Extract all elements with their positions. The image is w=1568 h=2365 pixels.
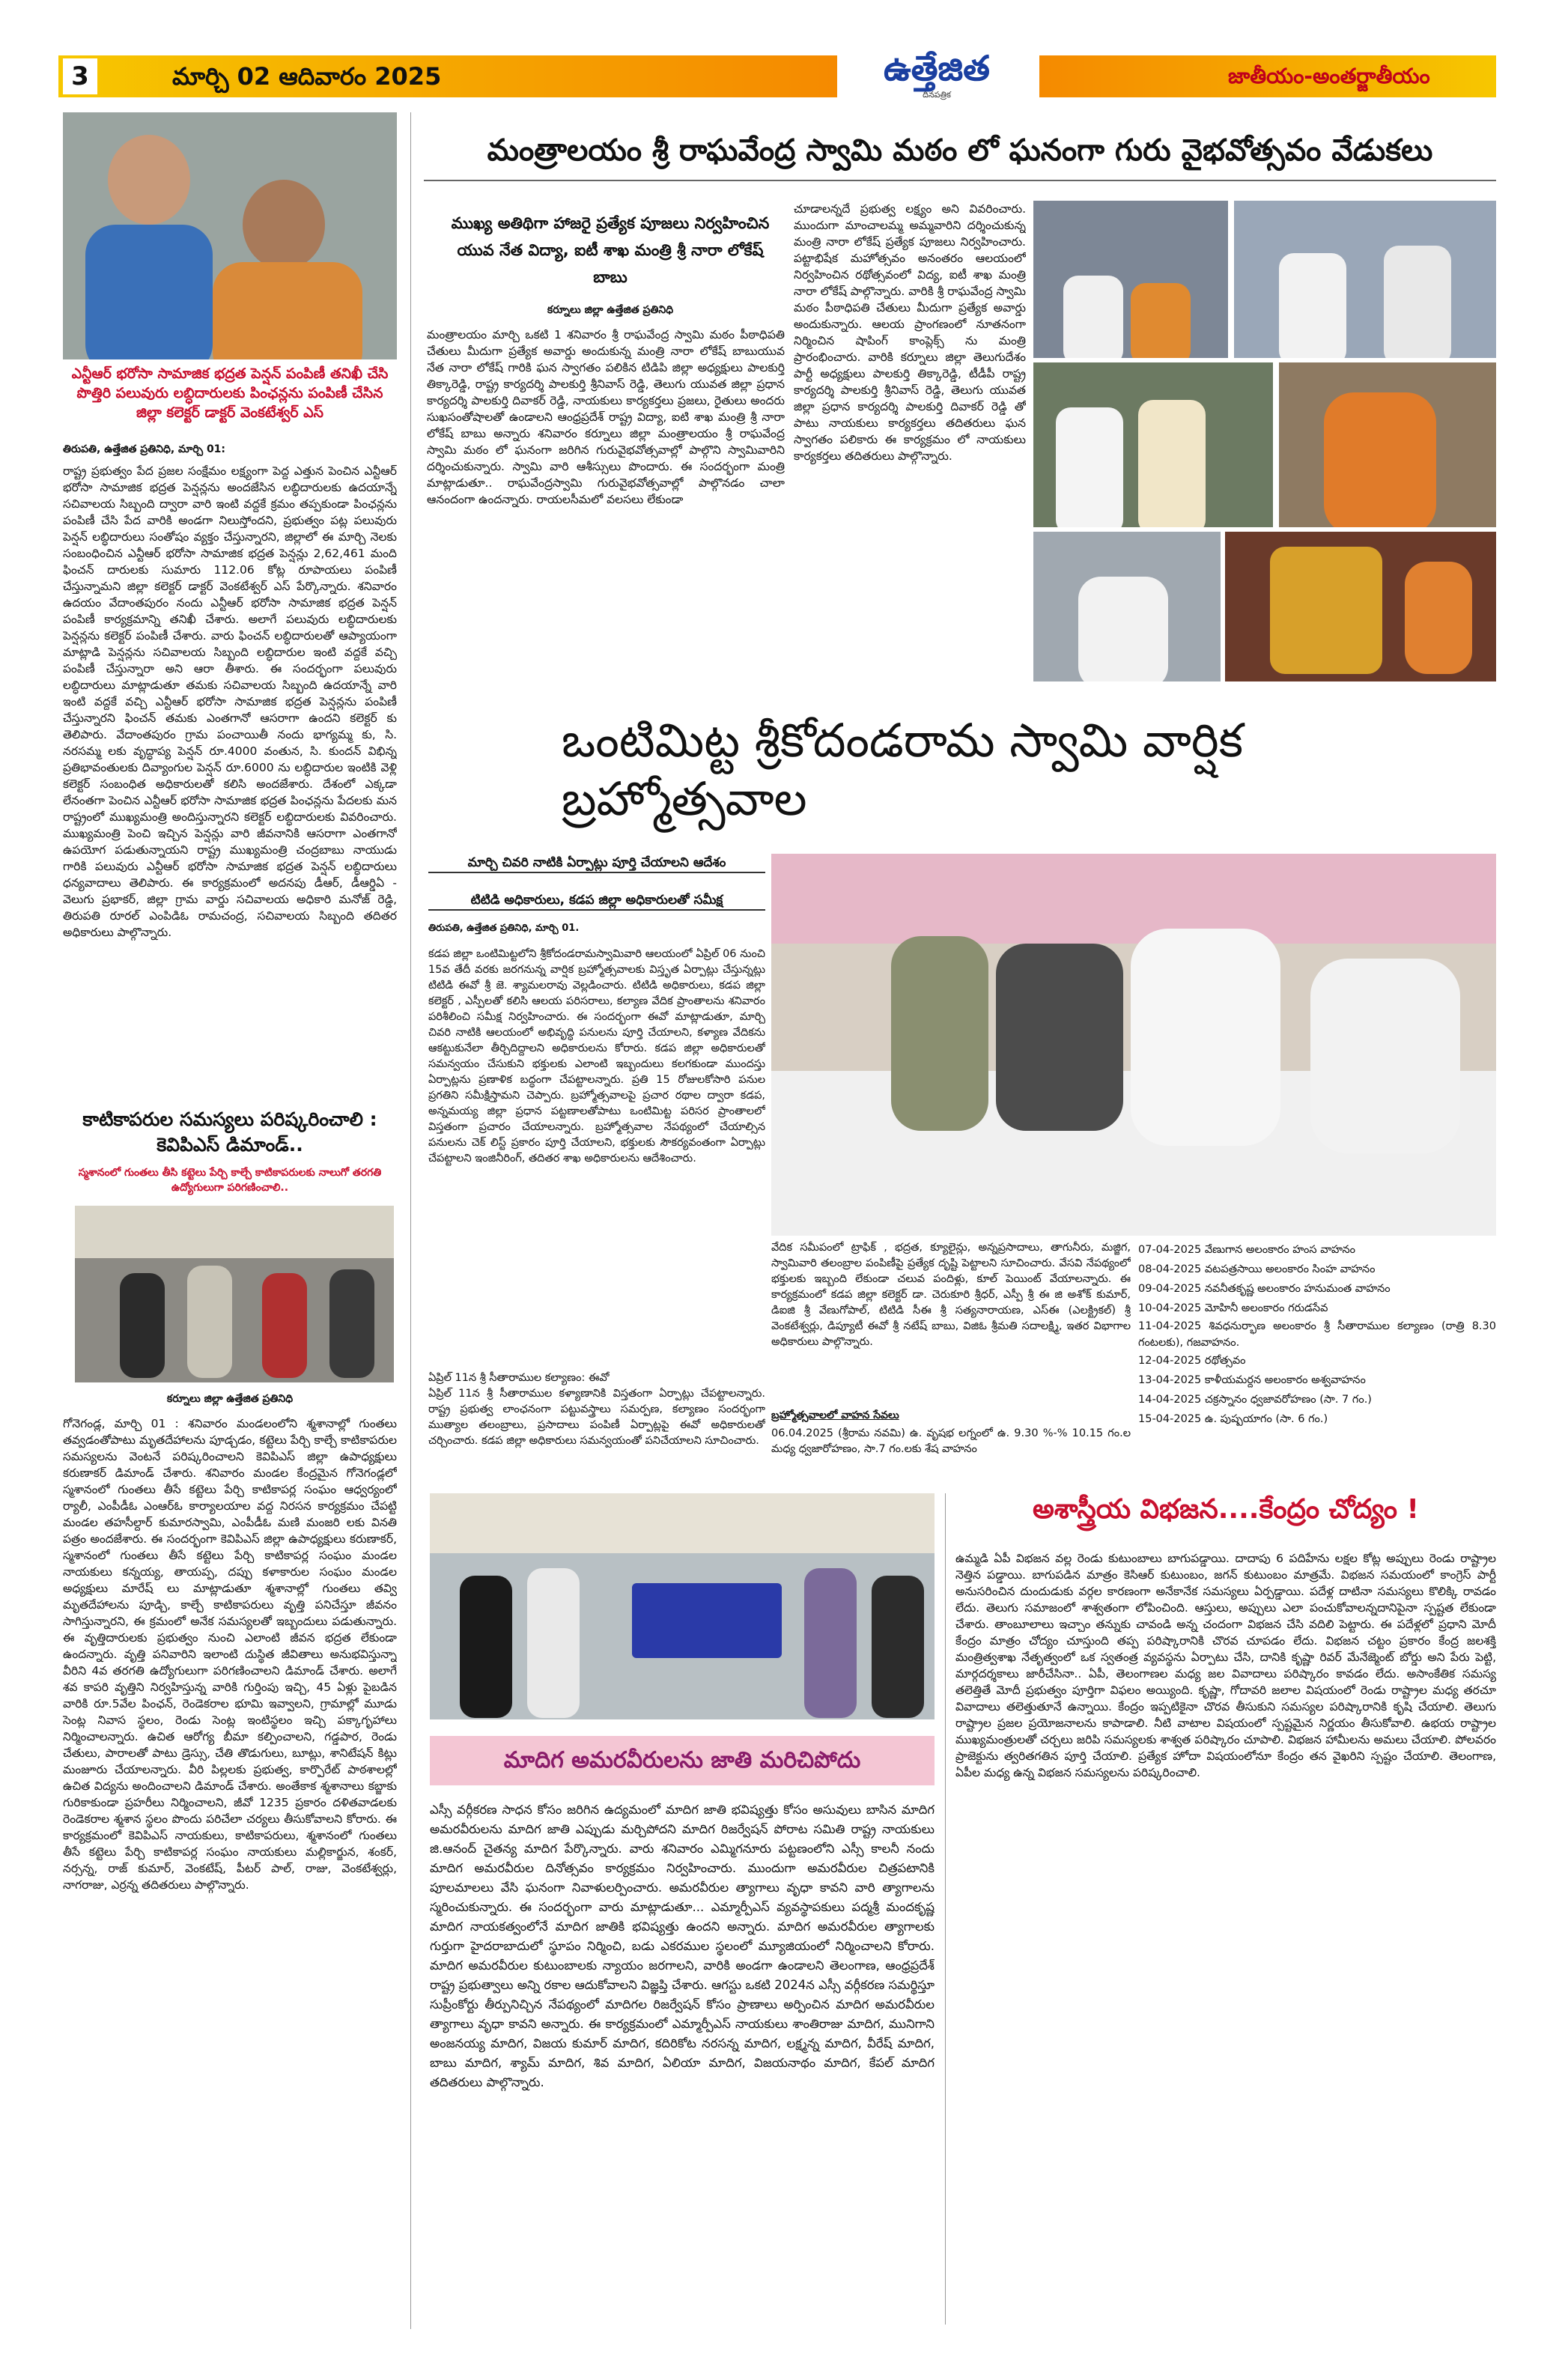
- kati-body: గోనెగండ్ల, మార్చి 01 : శనివారం మండలంలోని శ్మశానాల్లో గుంతలు తవ్వడంతోపాటు మృతదేహాలను పూడ్చడం, కట్టెలు పేర్చి కాల్చే కాటికాపరుల సమస్యలను వెంటనే పరిష్కరించాలని కెవిపిఎస్ జిల్లా ఉపాధ్యక్షులు కరుణాకర్ డిమాండ్ చేశారు. శనివారం మండల కేంద్రమైన గోనెగండ్లలో స్మశానంలో గుంతలు తీసే కట్టెలు పేర్చి కాటికాపర్ల సంఘం ఆధ్వర్యంలో ర్యాలీ, ఎంపీడీఓ ఎంఆర్ఓ కార్యాలయాల వద్ద నిరసన కార్యక్రమం చేపట్టి మండల తహసీల్దార్ కుమారస్వామి, ఎంపీడీఓ మణి మంజరి లకు వినతి పత్రం అందజేశారు. ఈ సందర్భంగా కెవిపిఎస్ జిల్లా ఉపాధ్యక్షులు కరుణాకర్, స్మశానంలో గుంతలు తీసే కట్టెలు పేర్చి కాటికాపర్ల సంఘం మండల నాయకులు కన్నయ్య, తాయప్ప, దప్పు కళాకారుల సంఘం మండల అధ్యక్షులు మారేష్ లు మాట్లాడుతూ శ్మశానాల్లో గుంతలు తవ్వి మృతదేహాలను పూడ్చి, కాల్చే కాటికాపరులు వృత్తి పనిచేస్తూ జీవనం సాగిస్తున్నారని, ఈ క్రమంలో అనేక సమస్యలతో ఇబ్బందులు పడుతున్నారు. ఈ వృత్తిదారులకు ప్రభుత్వం నుంచి ఎలాంటి జీవన భద్రత లేకుండా ఉందన్నారు. వృత్తి పనివారిని ఇలాంటి దుస్థిత జీవితాలు అనుభవిస్తున్నా వీరిని 4వ తరగతి ఉద్యోగులుగా పరిగణించాలని డిమాండ్ చేశారు. అలాగే శవ కాపరి వృత్తిని నిర్వహిస్తున్న వారికి గుర్తింపు ఇచ్చి, 45 ఏళ్లు పైబడిన వారికి రూ.5వేల పింఛన్, రెండెకరాల భూమి ఇవ్వాలని, గ్రామాల్లో మూడు సెంట్ల నివాస స్థలం, రెండు సెంట్ల ఇంటిస్థలం ఇచ్చి పక్కాగృహాలు నిర్మించాలన్నారు. ఉచిత ఆరోగ్య బీమా కల్పించాలని, గడ్డపార, రెండు చేతులు, పారాలతో పాటు డ్రెస్సు, చేతి తొడుగులు, బూట్లు, శానిటేషన్ కిట్లు మంజూరు చేయాలన్నారు. వీరి పిల్లలకు ప్రభుత్వ, కార్పొరేట్ పాఠశాలల్లో ఉచిత విద్యను అందించాలని డిమాండ్ చేశారు. అంతేకాక శ్మశానాలు కబ్జాకు గురికాకుండా ప్రహరీలు నిర్మించాలని, జీవో 1235 ప్రకారం దళితవాడలకు రెండెకరాల శ్మశాన స్థలం పొందు పరిచేలా చర్యలు తీసుకోవాలని కోరారు. ఈ కార్యక్రమంలో కెవిపిఎస్ నాయకులు, కాటికాపరులు, శ్మశానంలో గుంతలు తీసే కట్టెలు పేర్చి కాటికాపర్ల సంఘం నాయకులు మల్లికార్జున, శంకర్, నర్సన్న, రాజ్ కుమార్, వెంకటేష్, పీటర్ పాల్, రాజు, వెంకటేశ్వర్లు, నాగరాజు, ఎర్రన్న తదితరులు పాల్గొన్నారు.: [63, 1417, 397, 1892]
- schedule-item-2: 08-04-2025 వటపత్రసాయి అలంకారం సింహ వాహనం: [1138, 1263, 1376, 1275]
- schedule-item-8: 14-04-2025 చక్రస్నానం ధ్వజావరోహణం (సా. 7 గం.): [1138, 1394, 1372, 1406]
- ontimitta-byline: తిరుపతి, ఉత్తేజిత ప్రతినిధి, మార్చి 01.: [428, 923, 580, 934]
- madiga-body: ఎస్సీ వర్గీకరణ సాధన కోసం జరిగిన ఉద్యమంలో మాదిగ జాతి భవిష్యత్తు కోసం అసువులు బాసిన మాదిగ అమరవీరులను మాదిగ జాతి ఎప్పుడు మర్చిపోదని మాదిగ రిజర్వేషన్ పోరాట సమితి రాష్ట్ర నాయకులు జి.ఆనంద్ చైతన్య మాదిగ పేర్కొన్నారు. వారు శనివారం ఎమ్మిగనూరు పట్టణంలోని ఎస్సీ కాలనీ నందు మాదిగ అమరవీరుల దినోత్సవం కార్యక్రమం నిర్వహించారు. ముందుగా అమరవీరుల చిత్రపటానికి పూలమాలలు వేసి ఘనంగా నివాళులర్పించారు. అమరవీరుల త్యాగాలు వృధా కావని వారి త్యాగాలను స్మరించుకున్నారు. ఈ సందర్భంగా వారు మాట్లాడుతూ... ఎమ్మార్పీఎస్ వ్యవస్థాపకులు పద్మశ్రీ మందకృష్ణ మాదిగ నాయకత్వంలోనే మాదిగ జాతికి భవిష్యత్తు ఉందని అన్నారు. మాదిగ అమరవీరుల త్యాగాలకు గుర్తుగా హైదరాబాదులో స్థూపం నిర్మించి, బడు ఎకరముల స్థలంలో మ్యూజియంలో నిర్మించాలని కోరారు. మాదిగ అమరవీరుల కుటుంబాలకు న్యాయం జరగాలని, వారికి అండగా ఉండాలని తెలంగాణ, ఆంధ్రప్రదేశ్ రాష్ట్ర ప్రభుత్వాలు అన్ని రకాల ఆదుకోవాలని విజ్ఞప్తి చేశారు. ఆగస్టు ఒకటి 2024న ఎస్సీ వర్గీకరణ సమర్థిస్తూ సుప్రీంకోర్టు తీర్పునిచ్చిన నేపథ్యంలో మాదిగల రిజర్వేషన్ కోసం ప్రాణాలు అర్పించిన మాదిగ అమరవీరుల త్యాగాలు వృధా కావని అన్నారు. ఈ కార్యక్రమంలో ఎమ్మార్పీఎస్ నాయకులు శాంతిరాజు మాదిగ, మునిగాని అంజనయ్య మాదిగ, విజయ కుమార్ మాదిగ, కదిరికోట నరసన్న మాదిగ, లక్ష్మన్న మాదిగ, వీరేష్ మాదిగ, బాబు మాదిగ, శ్యామ్ మాదిగ, శివ మాదిగ, ఏలియా మాదిగ, విజయనాథం మాదిగ, కేపల్ మాదిగ తదితరులు పాల్గొన్నారు.: [430, 1803, 935, 2089]
- schedule-item-9: 15-04-2025 ఉ. పుష్పయాగం (సా. 6 గం.): [1138, 1413, 1328, 1425]
- ontimitta-kalyanam-block: [428, 1370, 765, 1491]
- schedule-item-1: 07-04-2025 వేణుగాన అలంకారం హంస వాహనం: [1138, 1244, 1355, 1256]
- schedule-item-0: 06.04.2025 (శ్రీరామ నవమి) ఉ. వృషభ లగ్నంలో ఉ. 9.30 %-% 10.15 గం.ల మధ్య ధ్వజారోహణం, సా.7 గం.లకు శేష వాహనం: [771, 1427, 1131, 1455]
- mantralayam-subhead: ముఖ్య అతిథిగా హాజరై ప్రత్యేక పూజలు నిర్వహించిన యువ నేత విద్యా, ఐటీ శాఖ మంత్రి శ్రీ నారా లోకేష్ బాబు: [451, 214, 770, 286]
- ontimitta-subhead2: టిటిడి అధికారులు, కడప జిల్లా అధికారులతో సమీక్ష: [428, 891, 765, 911]
- schedule-item-4: 10-04-2025 మోహినీ అలంకారం గరుడసేవ: [1138, 1302, 1328, 1314]
- ontimitta-body-col1: కడప జిల్లా ఒంటిమిట్టలోని శ్రీకోదండరామస్వామివారి ఆలయంలో ఏప్రిల్ 06 నుంచి 15వ తేదీ వరకు జరగనున్న వార్షిక బ్రహ్మోత్సవాలకు విస్తృత ఏర్పాట్లు చేస్తున్నట్లు టిటిడి ఈవో శ్రీ జె. శ్యామలరావు వెల్లడించారు. టిటిడి అధికారులు, కడప జిల్లా కలెక్టర్ , ఎస్పీలతో కలిసి ఆలయ పరిసరాలు, కల్యాణ వేదిక ప్రాంతాలను శనివారం పరిశీలించి సమీక్ష నిర్వహించారు. ఈ సందర్భంగా ఈవో మాట్లాడుతూ, మార్చి చివరి నాటికి ఆలయంలో అభివృద్ధి పనులను పూర్తి చేయాలని, కళ్యాణ వేదికను ఆకట్టుకునేలా తీర్చిదిద్దాలని అధికారులను కోరారు. కడప జిల్లా అధికారులతో సమన్వయం చేసుకుని భక్తులకు ఎలాంటి ఇబ్బందులు కలగకుండా ముందస్తు ఏర్పాట్లను ప్రణాళిక బద్ధంగా చేపట్టాలన్నారు. ప్రతి 15 రోజులకోసారి పనుల ప్రగతిని సమీక్షిస్తామని చెప్పారు. బ్రహ్మోత్సవాలపై ప్రచార రథాల ద్వారా కడప, అన్నమయ్య జిల్లా ప్రధాన పట్టణాలతోపాటు ఒంటిమిట్ట పరిసర ప్రాంతాలలో విస్తతంగా ప్రచారం చేయాలన్నారు. బ్రహ్మోత్సవాల నేపథ్యంలో చేయాల్సిన పనులను చెక్ లిస్ట్ ప్రకారం పూర్తి చేయాలని, భక్తులకు సౌకర్యవంతంగా ఏర్పాట్లు చేపట్టాలని ఇంజినీరింగ్, తదితర శాఖ అధికారులను ఆదేశించారు.: [428, 948, 765, 1165]
- column-divider-right: [945, 1493, 946, 2325]
- mantralayam-photo-3: [1033, 362, 1273, 527]
- schedule-item-7: 13-04-2025 కాళీయమర్దన అలంకారం అశ్వవాహనం: [1138, 1374, 1366, 1386]
- mantralayam-photo-6: [1225, 532, 1496, 681]
- mantralayam-photo-1: [1033, 201, 1228, 358]
- page-number: 3: [63, 58, 97, 94]
- pension-body: రాష్ట్ర ప్రభుత్వం పేద ప్రజల సంక్షేమం లక్ష్యంగా పెద్ద ఎత్తున పెంచిన ఎన్టీఆర్ భరోసా సామాజిక భద్రత పెన్షన్లను అందజేసిన లబ్ధిదారులకు ఉదయాన్నే సచివాలయ సిబ్బంది ద్వారా వారి ఇంటి వద్దకే క్రమం తప్పకుండా పింఛన్లను పంపిణీ చేసి పేద వారికి అండగా నిలుస్తోందని, ప్రభుత్వం పట్ల పలువురు పెన్షన్ లబ్ధిదారులు సంతోషం వ్యక్తం చేస్తున్నారని, జిల్లాలో ఈ మార్చి నెలకు సంబంధించిన ఎన్టీఆర్ భరోసా సామాజిక భద్రత పెన్షన్లు 2,62,461 మంది ఫించన్ దారులకు సుమారు 112.06 కోట్ల రూపాయలు పంపిణీ చేస్తున్నామని జిల్లా కలెక్టర్ డాక్టర్ వెంకటేశ్వర్ ఎస్ పేర్కొన్నారు. శనివారం ఉదయం వేదాంతపురం నందు ఎన్టీఆర్ భరోసా సామాజిక భద్రత పెన్షన్ పంపిణీ కార్యక్రమాన్ని తనిఖీ చేశారు. అలాగే పలువురు లబ్ధిదారులకు పెన్షన్లను కలెక్టర్ పంపిణీ చేశారు. వారు ఫించన్ లబ్ధిదారులతో ఆప్యాయంగా మాట్లాడి పెన్షన్లను సచివాలయ సిబ్బంది లబ్ధిదారుల ఇంటి వద్దకే వచ్చి పంపిణీ చేస్తున్నారా అని ఆరా తీశారు. ఈ సందర్భంగా పలువురు లబ్ధిదారులు మాట్లాడుతూ తమకు సచివాలయ సిబ్బంది ఉదయాన్నే వారి ఇంటి వద్దకే వచ్చి ఎన్టీఆర్ భరోసా సామాజిక భద్రత పెన్షన్లను పంపిణీ చేస్తున్నారని ఫించన్ తమకు ఎంతగానో ఆసరాగా ఉందని కలెక్టర్ కు తెలిపారు. వేదాంతపురం గ్రామ పంచాయితీ నందు భాగ్యమ్మ కు, సి. నరసమ్మ లకు వృద్ధాప్య పెన్షన్ రూ.4000 వంతున, సి. కుందన్ విభిన్న ప్రతిభావంతులకు దివ్యాంగుల పెన్షన్ రూ.6000 ను లబ్ధిదారుల ఇంటికి వెళ్లి కలెక్టర్ సంబంధిత అధికారులతో కలిసి అందజేశారు. దేశంలో ఎక్కడా లేనంతగా పెంచిన ఎన్టీఆర్ భరోసా సామాజిక భద్రత పింఛన్లను పేదలకు మన రాష్ట్రంలో ముఖ్యమంత్రి అందిస్తున్నారని కలెక్టర్ లబ్ధిదారులకు వివరించారు. ముఖ్యమంత్రి పెంచి ఇచ్చిన పెన్షన్లు వారి జీవనానికి ఆసరాగా ఎంతగానో ఉపయోగ పడుతున్నాయని రాష్ట్ర ముఖ్యమంత్రి చంద్రబాబు నాయుడు గారికి పలువురు ఎన్టీఆర్ భరోసా సామాజిక భద్రత పెన్షన్ లబ్ధిదారులు ధన్యవాదాలు తెలిపారు. ఈ కార్యక్రమంలో అదనపు డీఆర్, డీఆర్డిఏ - వెలుగు ప్రభాకర్, జిల్లా గ్రామ వార్డు సచివాలయ అధికారి మనోజ్ రెడ్డి, తిరుపతి రూరల్ ఎంపిడిఓ రామచంద్ర, సచివాలయ సిబ్బంది తదితర అధికారులు పాల్గొన్నారు.: [63, 464, 397, 939]
- mantralayam-photo-2: [1234, 201, 1496, 358]
- mantralayam-photo-5: [1033, 532, 1221, 681]
- mantralayam-body-col2: చూడాలన్నదే ప్రభుత్వ లక్ష్యం అని వివరించారు. ముందుగా మాంచాలమ్మ అమ్మవారిని దర్శించుకున్న మంత్రి నారా లోకేష్ ప్రత్యేక పూజలు నిర్వహించారు. పట్టాభిషేక మహోత్సవం అనంతరం ఆలయంలో నిర్వహించిన రథోత్సవంలో విద్య, ఐటీ శాఖ మంత్రి నారా లోకేష్ పాల్గొన్నారు. వారికి శ్రీ రాఘవేంద్ర స్వామి మఠం పీఠాధిపతి చేతులు మీదుగా ప్రత్యేక అవార్డు అందుకున్నారు. ఆలయ ప్రాంగణంలో నూతనంగా నిర్మించిన షాపింగ్ కాంప్లెక్స్ ను మంత్రి ప్రారంభించారు. వారికి కర్నూలు జిల్లా తెలుగుదేశం పార్టీ అధ్యక్షులు పాలకుర్తి తిక్కారెడ్డి, టీడీపీ రాష్ట్ర కార్యదర్శి పాలకుర్తి శ్రీనివాస్ రెడ్డి, తెలుగు యువత జిల్లా ప్రధాన కార్యదర్శి పాలకుర్తి దివాకర్ రెడ్డి తో పాటు నాయకులు కార్యకర్తలు తదితరులు ఘన స్వాగతం పలికారు ఈ కార్యక్రమం లో నాయకులు కార్యకర్తలు తదితరులు పాల్గొన్నారు.: [794, 202, 1026, 463]
- mantralayam-headline: మంత్రాలయం శ్రీ రాఘవేంద్ర స్వామి మఠం లో ఘనంగా గురు వైభవోత్సవం వేడుకలు: [487, 133, 1433, 168]
- madiga-photo: [430, 1493, 935, 1719]
- vibhajana-headline: అశాస్త్రీయ విభజన....కేంద్రం చోద్యం !: [1033, 1494, 1419, 1525]
- masthead-title: ఉత్తేజిత: [884, 48, 990, 88]
- masthead: [836, 46, 1038, 106]
- section-label: జాతీయం-అంతర్జాతీయం: [1228, 64, 1430, 88]
- schedule-title: బ్రహ్మోత్సవాలలో వాహన సేవలు: [771, 1409, 899, 1421]
- kati-subhead: స్మశానంలో గుంతలు తీసి కట్టెలు పేర్చి కాల్చే కాటికాపరులకు నాలుగో తరగతి ఉద్యోగులుగా పరిగణించాలి..: [78, 1167, 382, 1194]
- masthead-tagline: దినపత్రిక: [923, 90, 951, 100]
- pension-distribution-photo: [63, 112, 397, 359]
- vibhajana-body: ఉమ్మడి ఏపీ విభజన వల్ల రెండు కుటుంబాలు బాగుపడ్డాయి. దాదాపు 6 పదిహేను లక్షల కోట్ల అప్పులు రెండు రాష్ట్రాల నెత్తిన పడ్డాయి. బాగుపడిన మాత్రం కెసిఆర్ కుటుంబం, జగన్ కుటుంబం మాత్రమే. విభజన సమయంలో కాంగ్రెస్ పార్టీ అనుసరించిన దుందుడుకు వర్గల కారణంగా అనేకానేక సమస్యలు ఏర్పడ్డాయి. పదేళ్ల దాటినా సమస్యలు కొలిక్కి రావడం లేదు. తెలుగు సమాజంలో శాశ్వతంగా లోపించింది. ఆస్తులు, అప్పులు ఎలా పంచుకోవాలన్నదానిపైనా స్పష్టత లేకుండా చేశారు. తాంబూలాలు ఇచ్చాం తన్నుకు చావండి అన్న చందంగా విభజన చేసి వదిలి పెట్టారు. ఈ పదేళ్లలో ప్రధాని మోదీ కేంద్రం మాత్రం చోద్యం చూస్తుంది తప్ప పరిష్కారానికి చొరవ చూపడం లేదు. విభజన చట్టం ప్రకారం కేంద్ర జలశక్తి మంత్రిత్వశాఖ నేతృత్వంలో ఒక స్వతంత్ర వ్యవస్థను ఏర్పాటు చేసి, దానికి కృష్ణా రివర్ మేనేజ్మెంట్ బోర్డు అని పేరు పెట్టి, మార్గదర్శకాలు జారీచేసినా.. ఏపీ, తెలంగాణల మధ్య జల వివాదాలు పరిష్కారం కావడం లేదు. అసాంకేతిక సమస్య తలెత్తితే మోదీ ప్రభుత్వం పూర్తిగా విఫలం అయ్యింది. కృష్ణా, గోదావరి జలాల విషయంలో రెండు రాష్ట్రాల మధ్య తరచూ వివాదాలు తలెత్తుతూనే ఉన్నాయి. కేంద్రం ఇప్పటికైనా చొరవ తీసుకుని సమస్యల పరిష్కారానికి కృషి చేయాలి. తెలుగు రాష్ట్రాల ప్రజల ప్రయోజనాలను కాపాడాలి. నీటి వాటాల విషయంలో స్పష్టమైన నిర్ణయం తీసుకోవాలి. ఉభయ రాష్ట్రాల ముఖ్యమంత్రులతో చర్చలు జరిపి సమస్యలకు శాశ్వత పరిష్కారం చూపాలి. విభజన హామీలను అమలు చేయాలి. పోలవరం ప్రాజెక్టును త్వరితగతిన పూర్తి చేయాలి. ప్రత్యేక హోదా విషయంలోనూ కేంద్రం తన వైఖరిని స్పష్టం చేయాలి. తెలంగాణ, ఏపీల మధ్య ఉన్న విభజన సమస్యలను పరిష్కరించాలి.: [955, 1552, 1496, 1779]
- mantralayam-photo-4: [1279, 362, 1496, 527]
- mantralayam-rule: [424, 180, 1496, 181]
- kati-protest-photo: [75, 1206, 394, 1382]
- schedule-item-5: 11-04-2025 శివధనుర్భాణ అలంకారం శ్రీ సీతారాముల కల్యాణం (రాత్రి 8.30 గంటలకు), గజవాహనం.: [1138, 1320, 1496, 1349]
- column-divider-left: [410, 112, 411, 2329]
- schedule-item-6: 12-04-2025 రథోత్సవం: [1138, 1355, 1246, 1367]
- header-date: మార్చి 02 ఆదివారం 2025: [172, 62, 442, 91]
- schedule-list: [1138, 1240, 1496, 1429]
- kalyanam-heading: ఏప్రిల్ 11న శ్రీ సీతారాముల కల్యాణం: ఈవో: [428, 1372, 610, 1384]
- pension-byline: తిరుపతి, ఉత్తేజిత ప్రతినిధి, మార్చి 01:: [63, 443, 226, 455]
- ontimitta-subhead1: మార్చి చివరి నాటికి ఏర్పాట్లు పూర్తి చేయాలని ఆదేశం: [428, 854, 765, 873]
- ontimitta-review-photo: [771, 854, 1496, 1236]
- mantralayam-byline: కర్నూలు జిల్లా ఉత్తేజిత ప్రతినిధి: [547, 304, 674, 316]
- schedule-item-3: 09-04-2025 నవనీతకృష్ణ అలంకారం హనుమంత వాహనం: [1138, 1283, 1391, 1295]
- kati-byline: కర్నూలు జిల్లా ఉత్తేజిత ప్రతినిధి: [166, 1393, 294, 1405]
- kalyanam-text: ఏప్రిల్ 11న శ్రీ సీతారాముల కళ్యాణానికి విస్తతంగా ఏర్పాట్లు చేపట్టాలన్నారు. రాష్ట్ర ప్రభుత్వ లాంఛనంగా పట్టువస్త్రాలు సమర్పణ, కల్యాణం సందర్భంగా ముత్యాల తలంబ్రాలు, ప్రసాదాలు పంపిణీ ఏర్పాట్లపై ఈవో అధికారులతో చర్చించారు. కడప జిల్లా అధికారులు సమన్వయంతో పనిచేయాలని సూచించారు.: [428, 1388, 765, 1447]
- ontimitta-headline: ఒంటిమిట్ట శ్రీకోదండరామ స్వామి వార్షిక బ్రహ్మోత్సవాల: [562, 713, 1244, 826]
- ontimitta-body-col2: వేదిక సమీపంలో ట్రాఫిక్ , భద్రత, క్యూలైన్లు, అన్నప్రసాదాలు, తాగునీరు, మజ్జిగ, స్వామివారి తలంబ్రాల పంపిణీపై ప్రత్యేక దృష్టి పెట్టాలని సూచించారు. వేసవి నేపథ్యంలో భక్తులకు ఇబ్బంది లేకుండా చలువ పందిళ్లు, కూల్ పెయింట్ వేయాలన్నారు. ఈ కార్యక్రమంలో కడప జిల్లా కలెక్టర్ డా. చెరుకూరి శ్రీధర్, ఎస్పీ శ్రీ ఈ జి అశోక్ కుమార్, డిఐజి శ్రీ వేణుగోపాల్, టిటిడి సీఈ శ్రీ సత్యనారాయణ, ఎస్ఈ (ఎలక్ట్రికల్) శ్రీ వెంకటేశ్వర్లు, డిప్యూటీ ఈవో శ్రీ నటేష్ బాబు, విజిఓ శ్రీమతి సదాలక్ష్మి, ఇతర విభాగాల అధికారులు పాల్గొన్నారు.: [771, 1242, 1131, 1348]
- pension-caption: ఎన్టీఆర్ భరోసా సామాజిక భద్రత పెన్షన్ పంపిణీ తనిఖీ చేసి పొత్తిరి పలువురు లబ్ధిదారులకు పింఛన్లను పంపిణీ చేసిన జిల్లా కలెక్టర్ డాక్టర్ వెంకటేశ్వర్ ఎస్: [71, 365, 389, 421]
- kati-headline: కాటికాపరుల సమస్యలు పరిష్కరించాలి : కెవిపిఎస్ డిమాండ్..: [82, 1108, 377, 1156]
- madiga-caption: మాదిగ అమరవీరులను జాతి మరిచిపోదు: [503, 1747, 861, 1773]
- mantralayam-body-col1: మంత్రాలయం మార్చి ఒకటి 1 శనివారం శ్రీ రాఘవేంద్ర స్వామి మఠం పీఠాధిపతి చేతులు మీదుగా ప్రత్యేక అవార్డు అందుకున్న మంత్రి నారా లోకేష్ బాబుయువ నేత నారా లోకేష్ గారికి ఘన స్వాగతం పలికిన టిడిపి జిల్లా అధ్యక్షులు పాలకుర్తి తిక్కారెడ్డి, రాష్ట్ర కార్యదర్శి పాలకుర్తి శ్రీనివాస్ రెడ్డి, తెలుగు యువత జిల్లా ప్రధాన కార్యదర్శి పాలకుర్తి దివాకర్ రెడ్డి, నాయకులు కార్యకర్తలు ప్రజలు, రైతులు అందరు సుఖసంతోషాలతో ఉండాలని ఆంధ్రప్రదేశ్ రాష్ట్ర విద్యా, ఐటి శాఖ మంత్రి శ్రీ నారా లోకేష్ బాబు అన్నారు శనివారం కర్నూలు జిల్లా మంత్రాలయం శ్రీ రాఘవేంద్ర స్వామి మఠం లో ఘనంగా జరిగిన గురువైభవోత్సవాల్లో పాల్గొని స్వామివారిని దర్శించుకున్నారు. స్వామి వారి ఆశీస్సులు పొందారు. ఈ సందర్భంగా మంత్రి మాట్లాడుతూ.. రాఘవేంద్రస్వామి గురువైభవోత్సవాల్లో పాల్గొనడం చాలా ఆనందంగా ఉందన్నారు. రాయలసీమలో వలసలు లేకుండా: [427, 328, 785, 506]
